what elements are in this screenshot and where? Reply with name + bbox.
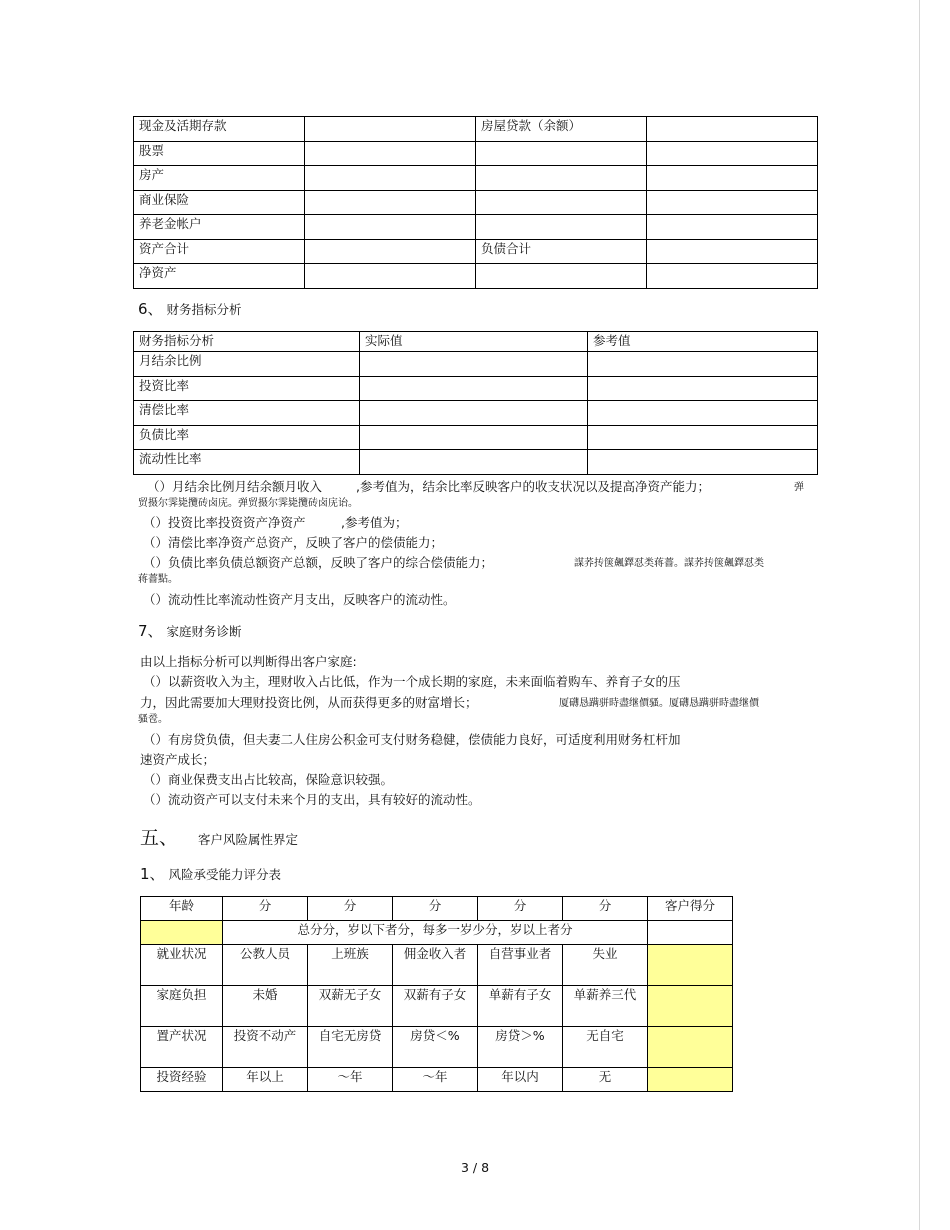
table-cell: 家庭负担 (141, 986, 223, 1027)
table-row (141, 945, 733, 986)
note-garbled-text: 骚卺。 (138, 714, 168, 725)
diagnosis-item-1-cont: 力，因此需要加大理财投资比例，从而获得更多的财富增长； (140, 695, 478, 710)
table-cell: 房贷＞% (478, 1027, 563, 1068)
table-cell: 失业 (563, 945, 648, 986)
note-garbled-text: 蒋薔點。 (138, 574, 178, 585)
table-cell: 房贷＜% (393, 1027, 478, 1068)
table-header-cell: 客户得分 (648, 897, 733, 921)
table-row (141, 1027, 733, 1068)
age-rule-cell: 总分分，岁以下者分，每多一岁少分，岁以上者分 (223, 921, 648, 945)
table-header-cell: 分 (563, 897, 648, 921)
section-title: 客户风险属性界定 (198, 832, 299, 847)
table-row (134, 141, 818, 166)
table-cell (647, 117, 818, 142)
table-cell: 双薪无子女 (308, 986, 393, 1027)
table-cell: 资产合计 (134, 239, 305, 264)
table-row (134, 450, 818, 475)
page-number: 3 / 8 (460, 1160, 490, 1175)
diagnosis-item-2-cont: 速资产成长； (140, 752, 216, 767)
table-row (141, 921, 733, 945)
table-cell (305, 190, 476, 215)
table-cell: 单薪养三代 (563, 986, 648, 1027)
table-cell (360, 401, 588, 426)
table-row (134, 190, 818, 215)
risk-tolerance-table (140, 896, 733, 1092)
table-cell (647, 239, 818, 264)
section-title: 财务指标分析 (166, 302, 242, 317)
table-cell: 负债比率 (134, 425, 360, 450)
table-row (134, 215, 818, 240)
table-header-cell: 财务指标分析 (134, 332, 360, 352)
table-header-cell: 分 (308, 897, 393, 921)
table-cell (647, 190, 818, 215)
section-6-heading (138, 301, 242, 318)
table-cell (305, 215, 476, 240)
table-cell: 商业保险 (134, 190, 305, 215)
table-cell (588, 376, 818, 401)
note-garbled-text: 謀荞抟箧飆鐸怼类蒋薔。謀荞抟箧飆鐸怼类 (574, 558, 764, 569)
table-cell: 房屋贷款（余额） (476, 117, 647, 142)
note-surplus-ratio-ref: ,参考值为，结余比率反映客户的收支状况以及提高净资产能力； (356, 479, 710, 494)
diagnosis-item-1: （）以薪资收入为主，理财收入占比低，作为一个成长期的家庭，未来面临着购车、养育子女的压 (143, 674, 681, 689)
table-cell: ～年 (308, 1068, 393, 1092)
score-cell (648, 1027, 733, 1068)
diagnosis-intro: 由以上指标分析可以判断得出客户家庭: (140, 654, 357, 669)
table-cell: 未婚 (223, 986, 308, 1027)
score-cell (648, 945, 733, 986)
score-cell (648, 1068, 733, 1092)
table-cell: 双薪有子女 (393, 986, 478, 1027)
table-cell (305, 141, 476, 166)
table-cell (476, 190, 647, 215)
financial-indicator-table (133, 331, 818, 475)
table-cell (476, 264, 647, 289)
table-header-cell: 实际值 (360, 332, 588, 352)
section-5-1-heading (140, 866, 281, 883)
table-cell: 股票 (134, 141, 305, 166)
section-number: 7、 (138, 622, 163, 640)
table-cell: 投资不动产 (223, 1027, 308, 1068)
table-header-cell: 分 (478, 897, 563, 921)
table-cell: 就业状况 (141, 945, 223, 986)
note-surplus-ratio: （）月结余比例月结余额月收入 (147, 479, 323, 494)
table-cell (647, 141, 818, 166)
table-cell (647, 215, 818, 240)
table-cell (305, 117, 476, 142)
table-cell: 置产状况 (141, 1027, 223, 1068)
table-cell: 自宅无房贷 (308, 1027, 393, 1068)
table-cell (360, 352, 588, 377)
table-cell: 清偿比率 (134, 401, 360, 426)
table-cell: 流动性比率 (134, 450, 360, 475)
table-cell: 负债合计 (476, 239, 647, 264)
table-cell: 上班族 (308, 945, 393, 986)
table-cell: 投资比率 (134, 376, 360, 401)
table-cell: 房产 (134, 166, 305, 191)
diagnosis-item-4: （）流动资产可以支付未来个月的支出，具有较好的流动性。 (143, 792, 481, 807)
section-number: 6、 (138, 300, 163, 318)
table-cell: 月结余比例 (134, 352, 360, 377)
table-row (141, 1068, 733, 1092)
table-cell: 养老金帐户 (134, 215, 305, 240)
table-header-cell: 分 (223, 897, 308, 921)
table-cell: 公教人员 (223, 945, 308, 986)
table-cell: 单薪有子女 (478, 986, 563, 1027)
table-row (134, 264, 818, 289)
table-row (134, 166, 818, 191)
table-cell (588, 352, 818, 377)
table-cell (476, 215, 647, 240)
table-header-cell: 参考值 (588, 332, 818, 352)
table-row (134, 239, 818, 264)
table-cell (647, 166, 818, 191)
note-solvency-ratio: （）清偿比率净资产总资产，反映了客户的偿债能力； (143, 535, 444, 550)
diagnosis-item-3: （）商业保费支出占比较高，保险意识较强。 (143, 772, 394, 787)
section-7-heading (138, 623, 242, 640)
table-cell (360, 425, 588, 450)
table-cell: 投资经验 (141, 1068, 223, 1092)
table-cell: 现金及活期存款 (134, 117, 305, 142)
table-row (134, 401, 818, 426)
note-investment-ratio-ref: ,参考值为； (341, 515, 408, 530)
score-input-cell (141, 921, 223, 945)
diagnosis-item-2: （）有房贷负债，但夫妻二人住房公积金可支付财务稳健，偿债能力良好，可适度利用财务杠杆加 (143, 732, 681, 747)
section-title: 风险承受能力评分表 (168, 867, 282, 882)
table-header-cell: 分 (393, 897, 478, 921)
table-cell: 年以内 (478, 1068, 563, 1092)
table-cell: 无自宅 (563, 1027, 648, 1068)
table-cell (588, 401, 818, 426)
table-cell: ～年 (393, 1068, 478, 1092)
note-garbled-text: 厦礴恳蹒骈時盡继價骚。厦礴恳蹒骈時盡继價 (559, 698, 759, 709)
section-title: 家庭财务诊断 (166, 624, 242, 639)
table-header-cell: 年龄 (141, 897, 223, 921)
table-cell (647, 264, 818, 289)
table-cell (305, 264, 476, 289)
table-row (134, 376, 818, 401)
score-cell (648, 986, 733, 1027)
note-liquidity-ratio: （）流动性比率流动性资产月支出，反映客户的流动性。 (143, 592, 456, 607)
table-cell: 无 (563, 1068, 648, 1092)
table-cell: 净资产 (134, 264, 305, 289)
note-debt-ratio: （）负债比率负债总额资产总额，反映了客户的综合偿债能力； (143, 555, 494, 570)
score-cell (648, 921, 733, 945)
table-cell (588, 450, 818, 475)
table-cell: 年以上 (223, 1068, 308, 1092)
table-cell (476, 166, 647, 191)
table-cell (476, 141, 647, 166)
table-cell: 佣金收入者 (393, 945, 478, 986)
page-edge (919, 0, 920, 1230)
note-investment-ratio: （）投资比率投资资产净资产 (143, 515, 306, 530)
table-header-row (141, 897, 733, 921)
table-cell (305, 166, 476, 191)
table-cell (588, 425, 818, 450)
table-row (134, 117, 818, 142)
table-row (134, 425, 818, 450)
note-garbled-text: 弹 (794, 482, 804, 493)
table-cell: 自营事业者 (478, 945, 563, 986)
table-row (141, 986, 733, 1027)
balance-sheet-table (133, 116, 818, 289)
table-cell (360, 450, 588, 475)
note-garbled-text: 贸摄尔霁毙攬砖卤庑。弹贸摄尔霁毙攬砖卤庑诒。 (138, 498, 358, 509)
table-header-row (134, 332, 818, 352)
table-row (134, 352, 818, 377)
section-5-heading (140, 823, 298, 850)
section-number: 五、 (140, 827, 179, 849)
section-number: 1、 (140, 865, 165, 883)
table-cell (360, 376, 588, 401)
table-cell (305, 239, 476, 264)
